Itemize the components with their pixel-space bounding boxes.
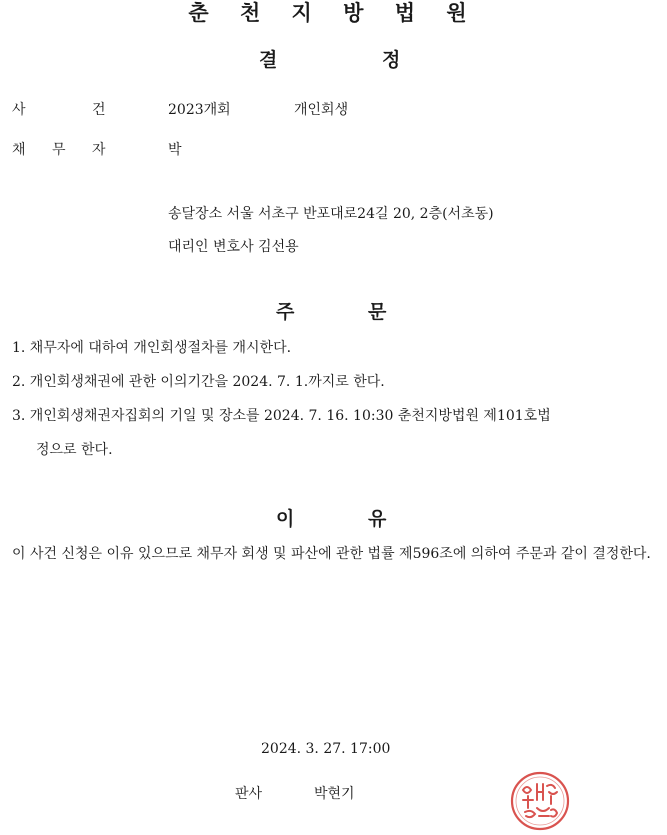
order-heading-left: 주 (276, 301, 295, 323)
debtor-name: 박 (168, 142, 182, 158)
case-number: 2023개회 (168, 102, 231, 118)
debtor-label-char-3: 자 (92, 142, 106, 158)
reason-heading-right: 유 (368, 508, 387, 530)
service-address: 송달장소 서울 서초구 반포대로24길 20, 2층(서초동) (168, 206, 494, 222)
legal-agent: 대리인 변호사 김선용 (168, 239, 299, 255)
judge-name: 박현기 (314, 786, 355, 802)
case-type: 개인회생 (294, 102, 349, 118)
order-heading-right: 문 (368, 301, 387, 323)
case-label-char-2: 건 (92, 102, 106, 118)
order-item-2: 2. 개인회생채권에 관한 이의기간을 2024. 7. 1.까지로 한다. (12, 374, 385, 390)
seal-outer-ring (512, 773, 568, 829)
order-item-1: 1. 채무자에 대하여 개인회생절차를 개시한다. (12, 340, 292, 356)
decision-datetime: 2024. 3. 27. 17:00 (261, 741, 391, 757)
debtor-label-char-1: 채 (12, 142, 26, 158)
judge-seal-stamp (509, 770, 571, 832)
document-title-left: 결 (259, 49, 278, 71)
judge-label: 판사 (235, 786, 263, 802)
court-name: 춘 천 지 방 법 원 (188, 1, 479, 25)
reason-text: 이 사건 신청은 이유 있으므로 채무자 회생 및 파산에 관한 법률 제596조에 의하여 주문과 같이 결정한다. (12, 546, 651, 562)
case-label-char-1: 사 (12, 102, 26, 118)
order-item-3-line-1: 3. 개인회생채권자집회의 기일 및 장소를 2024. 7. 16. 10:30 춘천지방법원 제101호법 (12, 408, 551, 424)
document-title-right: 정 (382, 49, 401, 71)
reason-heading-left: 이 (276, 508, 295, 530)
debtor-label-char-2: 무 (52, 142, 66, 158)
order-item-3-line-2: 정으로 한다. (36, 442, 113, 458)
seal-glyphs (523, 784, 557, 817)
